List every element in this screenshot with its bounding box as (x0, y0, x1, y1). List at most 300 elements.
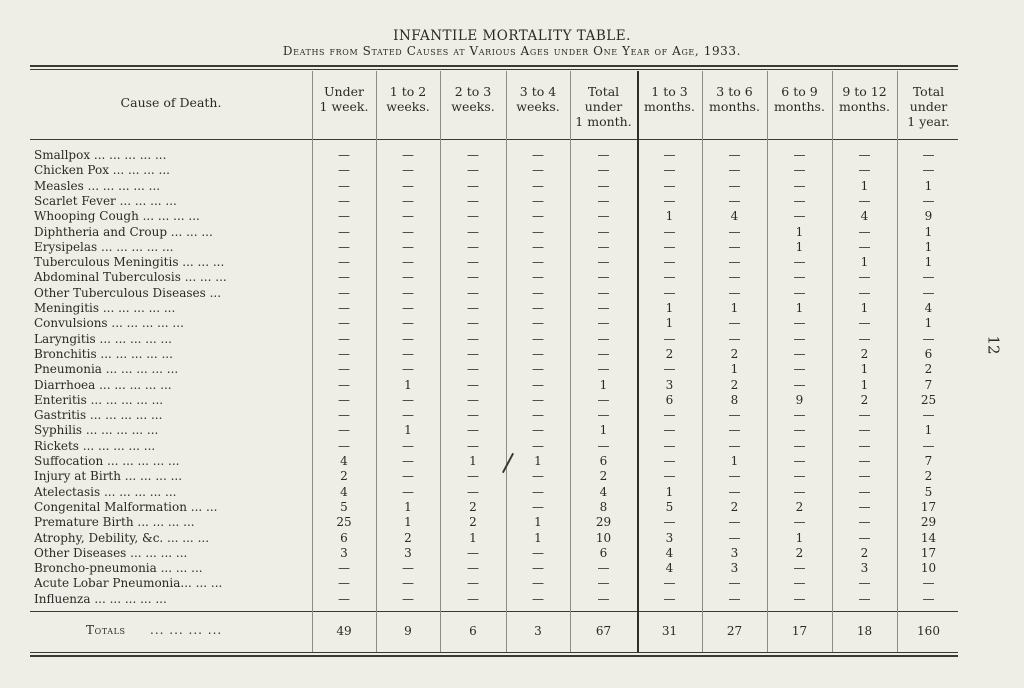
table-cell: — (467, 484, 479, 499)
table-cell: 7 (924, 377, 933, 392)
table-cell: — (338, 576, 350, 591)
table-cell: 1 (404, 423, 412, 438)
table-cell: 2 (730, 346, 739, 361)
table-cell: 1 (665, 209, 674, 224)
table-cell: 6 (665, 392, 674, 407)
table-cell: — (597, 209, 610, 224)
table-cell: 1 (665, 316, 674, 331)
cause-label: Laryngitis ... ... ... ... ... (34, 331, 172, 346)
table-cell: — (532, 301, 544, 315)
table-cell: — (402, 316, 414, 331)
table-cell: 1 (795, 224, 804, 239)
table-cell: 4 (665, 561, 674, 576)
table-cell: — (793, 469, 806, 484)
table-row (0, 300, 1024, 316)
table-cell: — (858, 193, 871, 208)
table-cell: — (532, 178, 544, 193)
table-cell: — (402, 301, 414, 315)
table-cell: — (728, 423, 741, 438)
table-row (0, 269, 1024, 285)
table-cell: — (338, 209, 350, 224)
table-cell: — (728, 591, 741, 606)
table-cell: — (663, 423, 676, 438)
table-cell: 3 (665, 530, 674, 545)
table-cell: — (793, 193, 806, 208)
table-cell: — (338, 392, 350, 407)
table-cell: — (597, 591, 610, 606)
table-cell: — (338, 346, 350, 361)
table-cell: — (793, 255, 806, 270)
table-cell: 2 (924, 362, 933, 377)
table-cell: — (793, 423, 806, 438)
table-cell: — (338, 285, 350, 300)
table-cell: — (728, 255, 741, 270)
table-cell: — (597, 408, 610, 423)
cause-label: Whooping Cough ... ... ... ... (34, 209, 200, 224)
column-header: 1 to 2 weeks. (386, 84, 430, 114)
table-cell: — (793, 377, 806, 392)
table-cell: 1 (469, 454, 477, 468)
cause-label: Atelectasis ... ... ... ... ... (34, 484, 177, 499)
table-cell: 4 (924, 301, 933, 315)
table-row (0, 499, 1024, 515)
cause-label: Meningitis ... ... ... ... ... (34, 301, 176, 315)
table-cell: — (467, 301, 479, 315)
table-cell: — (532, 285, 544, 300)
table-cell: — (532, 193, 544, 208)
table-cell: — (532, 392, 544, 407)
table-cell: — (467, 148, 479, 162)
cause-label: Smallpox ... ... ... ... ... (34, 148, 167, 162)
table-cell: — (338, 239, 350, 254)
table-cell: — (663, 331, 676, 346)
table-cell: — (858, 408, 871, 423)
table-cell: — (402, 591, 414, 606)
table-cell: — (663, 148, 676, 162)
table-cell: — (793, 561, 806, 576)
table-row (0, 468, 1024, 484)
table-cell: — (467, 270, 479, 285)
table-cell: — (467, 255, 479, 270)
table-cell: — (922, 331, 935, 346)
table-cell: — (467, 362, 479, 377)
table-cell: 2 (404, 530, 412, 545)
table-cell: — (532, 561, 544, 576)
table-cell: — (402, 331, 414, 346)
table-cell: 1 (599, 377, 608, 392)
table-cell: — (338, 362, 350, 377)
cause-label: Convulsions ... ... ... ... ... (34, 316, 184, 331)
cause-label: Syphilis ... ... ... ... ... (34, 423, 159, 438)
table-cell: — (663, 438, 676, 453)
table-cell: — (467, 239, 479, 254)
table-cell: 4 (860, 209, 869, 224)
table-cell: — (858, 454, 871, 468)
table-row (0, 254, 1024, 270)
table-row (0, 315, 1024, 331)
table-cell: 10 (595, 530, 612, 545)
table-cell: 1 (404, 515, 412, 530)
table-cell: — (597, 316, 610, 331)
table-cell: — (858, 499, 871, 514)
table-cell: — (532, 576, 544, 591)
table-cell: — (532, 545, 544, 560)
table-cell: — (728, 408, 741, 423)
page-number: 12 (984, 335, 1003, 355)
table-subtitle: Deaths from Stated Causes at Various Ages under One Year of Age, 1933. (282, 44, 742, 58)
header-cause-of-death: Cause of Death. (120, 95, 222, 110)
table-cell: — (597, 193, 610, 208)
table-cell: 1 (469, 530, 477, 545)
table-cell: 4 (599, 484, 608, 499)
table-cell: — (858, 239, 871, 254)
table-cell: — (532, 499, 544, 514)
table-cell: — (922, 163, 935, 178)
table-cell: 3 (340, 545, 348, 560)
table-cell: 25 (920, 392, 937, 407)
table-cell: 6 (924, 346, 933, 361)
cause-label: Congenital Malformation ... ... (34, 499, 218, 514)
cause-label: Chicken Pox ... ... ... ... (34, 163, 170, 178)
table-cell: — (728, 576, 741, 591)
table-cell: — (402, 392, 414, 407)
table-cell: — (922, 270, 935, 285)
table-cell: — (532, 163, 544, 178)
column-header: 6 to 9 months. (774, 84, 825, 114)
table-cell: — (663, 193, 676, 208)
table-cell: — (858, 224, 871, 239)
table-cell: — (597, 270, 610, 285)
table-cell: 2 (924, 469, 933, 484)
table-cell: 8 (730, 392, 739, 407)
cause-label: Suffocation ... ... ... ... ... (34, 454, 180, 468)
table-cell: — (338, 178, 350, 193)
table-cell: 9 (924, 209, 933, 224)
table-cell: — (338, 438, 350, 453)
table-cell: 1 (924, 224, 933, 239)
table-cell: — (532, 316, 544, 331)
table-cell: — (402, 224, 414, 239)
table-row (0, 545, 1024, 561)
table-cell: 4 (340, 454, 348, 468)
cause-label: Other Tuberculous Diseases ... (34, 285, 222, 300)
table-cell: 4 (665, 545, 674, 560)
table-cell: — (597, 331, 610, 346)
table-cell: — (597, 255, 610, 270)
table-cell: — (467, 408, 479, 423)
table-cell: 4 (340, 484, 348, 499)
table-cell: — (597, 163, 610, 178)
table-cell: 1 (599, 423, 608, 438)
cause-label: Enteritis ... ... ... ... ... (34, 392, 164, 407)
table-row (0, 407, 1024, 423)
table-cell: — (467, 178, 479, 193)
table-cell: — (663, 469, 676, 484)
table-cell: — (728, 148, 741, 162)
table-cell: — (402, 346, 414, 361)
table-cell: — (663, 362, 676, 377)
table-cell: — (338, 591, 350, 606)
table-cell: — (532, 408, 544, 423)
table-cell: — (858, 469, 871, 484)
bottom-rule-thin (30, 652, 958, 653)
table-cell: — (793, 362, 806, 377)
table-cell: — (663, 239, 676, 254)
cause-label: Influenza ... ... ... ... ... (34, 591, 167, 606)
totals-cell: 18 (856, 624, 873, 638)
table-cell: — (663, 576, 676, 591)
table-cell: 2 (340, 469, 348, 484)
cause-label: Premature Birth ... ... ... ... (34, 515, 195, 530)
table-cell: 2 (665, 346, 674, 361)
table-cell: — (793, 408, 806, 423)
table-cell: — (728, 484, 741, 499)
column-header: 2 to 3 weeks. (451, 84, 495, 114)
table-cell: — (402, 362, 414, 377)
table-cell: — (793, 591, 806, 606)
table-cell: — (532, 469, 544, 484)
table-cell: — (338, 193, 350, 208)
table-cell: — (467, 346, 479, 361)
totals-cell: 67 (595, 624, 612, 638)
table-cell: 8 (599, 499, 608, 514)
table-cell: — (728, 270, 741, 285)
table-cell: — (793, 331, 806, 346)
table-cell: — (532, 438, 544, 453)
cause-label: Acute Lobar Pneumonia... ... ... (34, 576, 223, 591)
table-cell: — (467, 423, 479, 438)
top-rule (30, 65, 958, 67)
table-cell: — (728, 530, 741, 545)
table-cell: — (858, 515, 871, 530)
table-cell: — (793, 346, 806, 361)
table-cell: — (467, 193, 479, 208)
table-cell: — (858, 591, 871, 606)
table-cell: — (467, 224, 479, 239)
table-cell: — (728, 239, 741, 254)
table-row (0, 361, 1024, 377)
table-cell: — (728, 438, 741, 453)
table-cell: — (922, 438, 935, 453)
table-cell: — (922, 148, 935, 162)
totals-cell: 9 (404, 624, 412, 638)
table-cell: — (597, 392, 610, 407)
column-header: Under 1 week. (319, 84, 369, 114)
table-cell: 6 (599, 545, 608, 560)
table-cell: — (338, 561, 350, 576)
table-cell: — (597, 285, 610, 300)
table-row (0, 147, 1024, 163)
table-cell: — (728, 316, 741, 331)
table-cell: 2 (795, 545, 804, 560)
table-cell: 5 (665, 499, 674, 514)
table-cell: — (793, 515, 806, 530)
table-cell: — (467, 377, 479, 392)
cause-label: Gastritis ... ... ... ... ... (34, 408, 163, 423)
table-cell: — (338, 408, 350, 423)
table-cell: — (532, 331, 544, 346)
column-header: 3 to 6 months. (709, 84, 760, 114)
table-cell: — (467, 545, 479, 560)
totals-cell: 31 (661, 624, 678, 638)
table-cell: — (597, 576, 610, 591)
cause-label: Diphtheria and Croup ... ... ... (34, 224, 213, 239)
table-cell: — (467, 561, 479, 576)
cause-label: Erysipelas ... ... ... ... ... (34, 239, 174, 254)
table-cell: — (728, 285, 741, 300)
cause-label: Diarrhoea ... ... ... ... ... (34, 377, 172, 392)
table-cell: 2 (730, 377, 739, 392)
table-cell: — (338, 270, 350, 285)
cause-label: Other Diseases ... ... ... ... (34, 545, 188, 560)
cause-label: Measles ... ... ... ... ... (34, 178, 161, 193)
table-cell: — (467, 438, 479, 453)
column-header: 3 to 4 weeks. (516, 84, 560, 114)
table-cell: — (467, 316, 479, 331)
header-rule (30, 139, 958, 140)
table-cell: 1 (860, 255, 869, 270)
table-cell: — (402, 209, 414, 224)
table-row (0, 484, 1024, 500)
table-cell: — (597, 178, 610, 193)
table-cell: — (728, 515, 741, 530)
table-cell: — (402, 178, 414, 193)
table-cell: — (402, 454, 414, 468)
table-cell: — (467, 331, 479, 346)
table-cell: — (467, 591, 479, 606)
table-cell: — (728, 193, 741, 208)
table-cell: 3 (730, 545, 739, 560)
table-cell: 1 (860, 362, 869, 377)
table-cell: — (793, 148, 806, 162)
table-row (0, 224, 1024, 240)
table-cell: — (858, 285, 871, 300)
table-cell: — (728, 224, 741, 239)
cause-label: Tuberculous Meningitis ... ... ... (34, 255, 225, 270)
table-cell: — (663, 270, 676, 285)
totals-cell: 3 (534, 624, 542, 638)
table-row (0, 560, 1024, 576)
table-cell: 1 (795, 530, 804, 545)
table-cell: — (858, 316, 871, 331)
table-cell: — (922, 285, 935, 300)
table-cell: 1 (795, 239, 804, 254)
table-cell: — (532, 423, 544, 438)
table-cell: — (793, 316, 806, 331)
table-cell: — (597, 239, 610, 254)
table-cell: — (728, 469, 741, 484)
table-cell: — (663, 285, 676, 300)
table-cell: 29 (920, 515, 937, 530)
table-cell: 1 (924, 316, 933, 331)
table-cell: 1 (665, 484, 674, 499)
table-cell: — (532, 484, 544, 499)
table-cell: — (858, 423, 871, 438)
cause-label: Injury at Birth ... ... ... ... (34, 469, 183, 484)
table-cell: — (338, 316, 350, 331)
table-cell: — (858, 270, 871, 285)
table-cell: — (663, 255, 676, 270)
cause-label: Broncho-pneumonia ... ... ... (34, 561, 203, 576)
table-cell: — (402, 285, 414, 300)
table-cell: — (532, 148, 544, 162)
table-cell: — (402, 484, 414, 499)
table-row (0, 530, 1024, 546)
table-cell: — (402, 163, 414, 178)
table-cell: — (793, 270, 806, 285)
table-cell: 5 (340, 499, 348, 514)
bottom-rule (30, 655, 958, 657)
table-row (0, 178, 1024, 194)
column-header: Total under 1 year. (907, 84, 950, 129)
totals-rule (30, 611, 958, 612)
table-cell: 1 (404, 377, 412, 392)
cause-label: Rickets ... ... ... ... ... (34, 438, 156, 453)
table-cell: — (467, 469, 479, 484)
table-cell: — (532, 224, 544, 239)
table-cell: — (338, 423, 350, 438)
table-cell: 14 (920, 530, 937, 545)
table-cell: — (402, 576, 414, 591)
table-cell: 7 (924, 454, 933, 468)
column-header: 1 to 3 months. (644, 84, 695, 114)
table-cell: — (858, 148, 871, 162)
table-cell: — (793, 178, 806, 193)
table-cell: — (532, 255, 544, 270)
table-cell: — (663, 515, 676, 530)
table-cell: 17 (920, 545, 937, 560)
table-cell: — (793, 454, 806, 468)
table-cell: 4 (730, 209, 739, 224)
table-cell: — (402, 270, 414, 285)
table-cell: 2 (860, 545, 869, 560)
table-cell: — (922, 576, 935, 591)
table-cell: 1 (730, 301, 739, 315)
table-cell: — (402, 148, 414, 162)
table-cell: 1 (924, 239, 933, 254)
table-cell: — (532, 209, 544, 224)
table-cell: 1 (860, 301, 869, 315)
table-cell: — (402, 438, 414, 453)
table-cell: — (338, 148, 350, 162)
table-cell: — (793, 484, 806, 499)
top-rule-thin (30, 69, 958, 70)
table-cell: — (597, 346, 610, 361)
table-cell: — (597, 148, 610, 162)
table-cell: — (728, 163, 741, 178)
totals-dots: ... ... ... ... (150, 623, 223, 637)
table-cell: — (402, 193, 414, 208)
table-cell: 1 (795, 301, 804, 315)
table-cell: 1 (860, 178, 869, 193)
table-cell: — (467, 285, 479, 300)
table-cell: 9 (795, 392, 804, 407)
table-cell: — (663, 224, 676, 239)
table-cell: 1 (924, 423, 933, 438)
table-cell: 1 (924, 178, 933, 193)
table-cell: — (663, 591, 676, 606)
table-cell: 1 (924, 255, 933, 270)
table-title: INFANTILE MORTALITY TABLE. (393, 28, 631, 44)
table-cell: 17 (920, 499, 937, 514)
table-cell: 1 (730, 454, 739, 468)
table-cell: — (597, 224, 610, 239)
table-cell: — (663, 163, 676, 178)
table-cell: — (532, 362, 544, 377)
table-cell: — (597, 438, 610, 453)
table-cell: — (922, 591, 935, 606)
table-cell: — (793, 576, 806, 591)
